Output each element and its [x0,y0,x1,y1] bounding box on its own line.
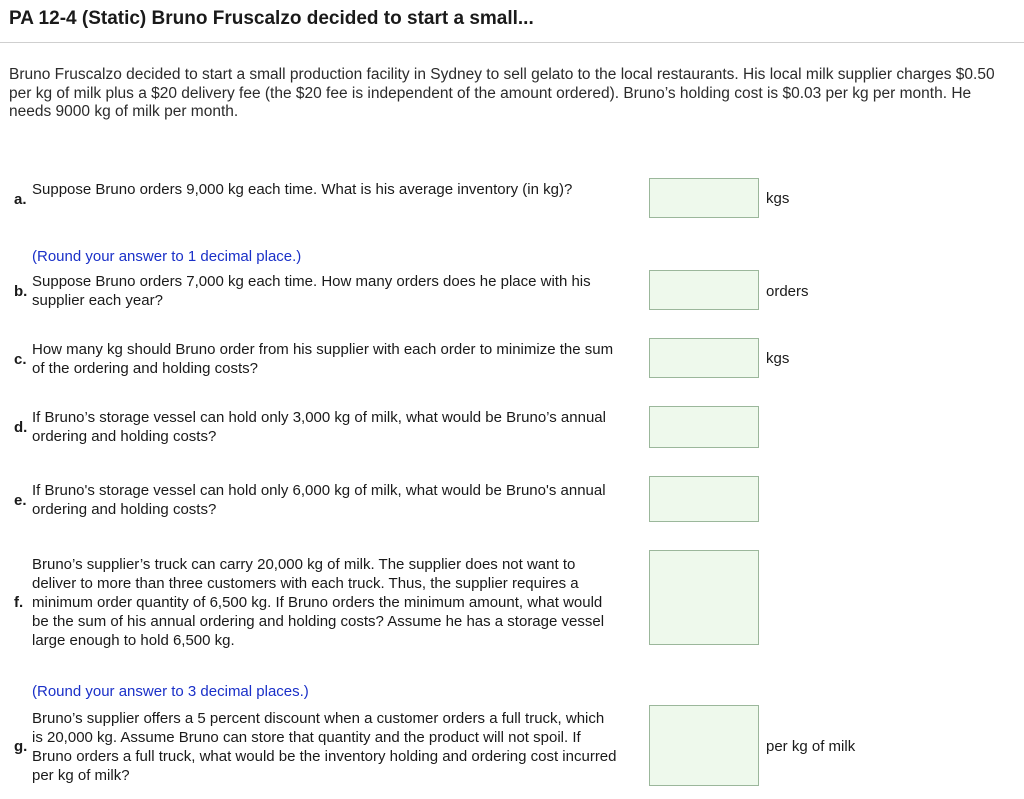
answer-b-input[interactable] [649,270,759,310]
question-f-round-hint: (Round your answer to 3 decimal places.) [32,683,309,700]
answer-c-input[interactable] [649,338,759,378]
answer-a-input[interactable] [649,178,759,218]
question-g-letter: g. [14,738,28,755]
answer-a-unit: kgs [766,190,790,207]
answer-e-input[interactable] [649,476,759,522]
question-g-text: Bruno’s supplier offers a 5 percent discount when a customer orders a full truck, which is 20,000 kg. Assume Bruno can store that quantity and the product will not spoil. If Bruno orders a full truck, what would be the inventory holding and ordering cost incurred per kg of milk? [32,710,617,784]
question-a-text: Suppose Bruno orders 9,000 kg each time. What is his average inventory (in kg)? [32,181,573,198]
page-title: PA 12-4 (Static) Bruno Fruscalzo decided to start a small... [9,8,534,29]
answer-b-unit: orders [766,283,809,300]
problem-intro: Bruno Fruscalzo decided to start a small production facility in Sydney to sell gelato to the local restaurants. His local milk supplier charges $0.50 per kg of milk plus a $20 delivery fee (the $20 fee is independent of the amount ordered). Bruno’s holding cost is $0.03 per kg per month. He needs 9000 kg of milk per month. [9,66,995,120]
answer-c-unit: kgs [766,350,790,367]
question-d-text: If Bruno’s storage vessel can hold only 3,000 kg of milk, what would be Bruno’s annual ordering and holding costs? [32,409,606,445]
question-d-letter: d. [14,419,28,436]
question-c-text: How many kg should Bruno order from his supplier with each order to minimize the sum of the ordering and holding costs? [32,341,614,377]
question-a-round-hint: (Round your answer to 1 decimal place.) [32,248,302,265]
answer-g-unit: per kg of milk [766,738,856,755]
title-divider [0,42,1024,43]
question-b-text: Suppose Bruno orders 7,000 kg each time. How many orders does he place with his supplier each year? [32,273,591,309]
question-a-letter: a. [14,191,27,208]
question-f-letter: f. [14,594,24,611]
answer-g-input[interactable] [649,705,759,786]
question-c-letter: c. [14,351,27,368]
answer-f-input[interactable] [649,550,759,645]
question-b-letter: b. [14,283,28,300]
question-f-text: Bruno’s supplier’s truck can carry 20,000 kg of milk. The supplier does not want to deliver to more than three customers with each truck. Thus, the supplier requires a minimum order quantity of 6,500 kg. If Bruno orders the minimum amount, what would be the sum of his annual ordering and holding costs? Assume he has a storage vessel large enough to hold 6,500 kg. [32,556,605,649]
answer-d-input[interactable] [649,406,759,448]
question-e-text: If Bruno's storage vessel can hold only 6,000 kg of milk, what would be Bruno's annual ordering and holding costs? [32,482,606,518]
question-e-letter: e. [14,492,27,509]
